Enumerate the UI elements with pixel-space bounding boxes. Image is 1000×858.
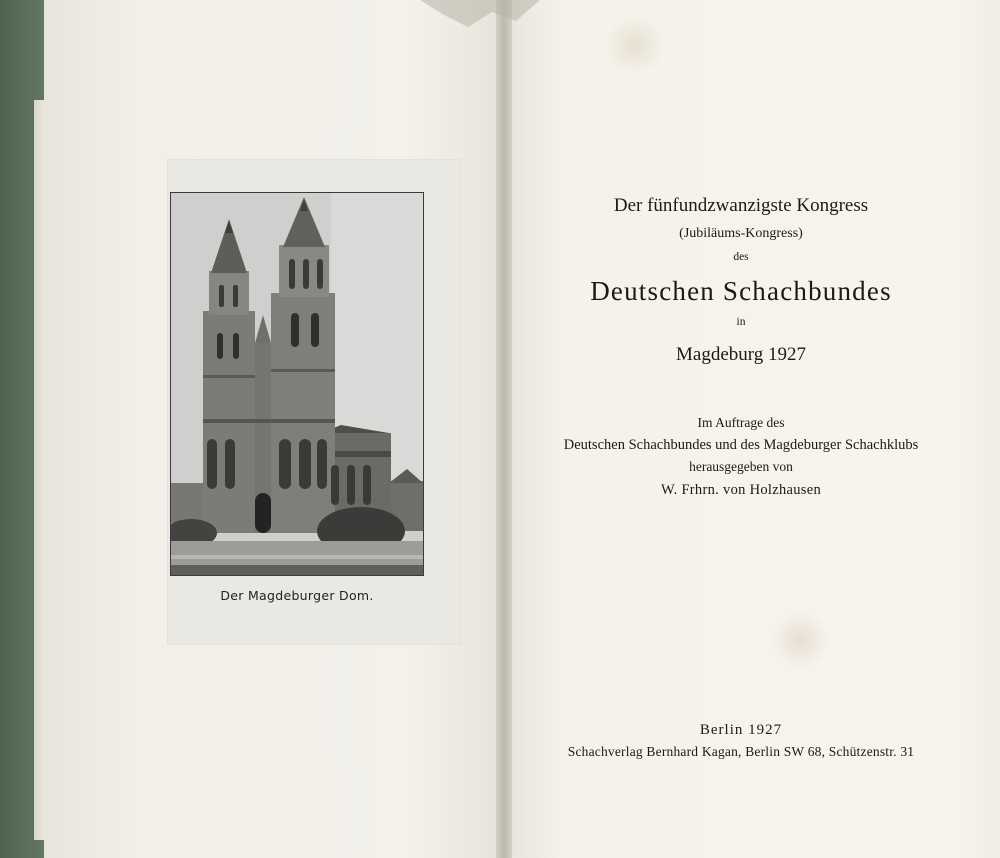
- title-line-jubilee: (Jubiläums-Kongress): [679, 226, 803, 241]
- title-line-congress: Der fünfundzwanzigste Kongress: [613, 195, 869, 216]
- title-place-year: Magdeburg 1927: [676, 344, 806, 365]
- cathedral-illustration: [171, 193, 423, 575]
- imprint-place-year: Berlin 1927: [699, 722, 783, 738]
- title-line-des: des: [733, 251, 749, 263]
- imprint-publisher: Schachverlag Bernhard Kagan, Berlin SW 68, Schützenstr. 31: [567, 744, 915, 759]
- commissioning-bodies: Deutschen Schachbundes und des Magdeburger Schachklubs: [563, 437, 919, 453]
- editor-name: W. Frhrn. von Holzhausen: [660, 482, 822, 498]
- title-main: Deutschen Schachbundes: [590, 276, 892, 306]
- edited-by-line: herausgegeben von: [689, 459, 793, 474]
- foxing-spot: [770, 610, 830, 670]
- title-line-in: in: [736, 316, 746, 328]
- commission-line: Im Auftrage des: [697, 415, 785, 430]
- plate-caption: Der Magdeburger Dom.: [220, 588, 374, 603]
- foxing-spot: [600, 20, 670, 70]
- cathedral-photograph: [170, 192, 424, 576]
